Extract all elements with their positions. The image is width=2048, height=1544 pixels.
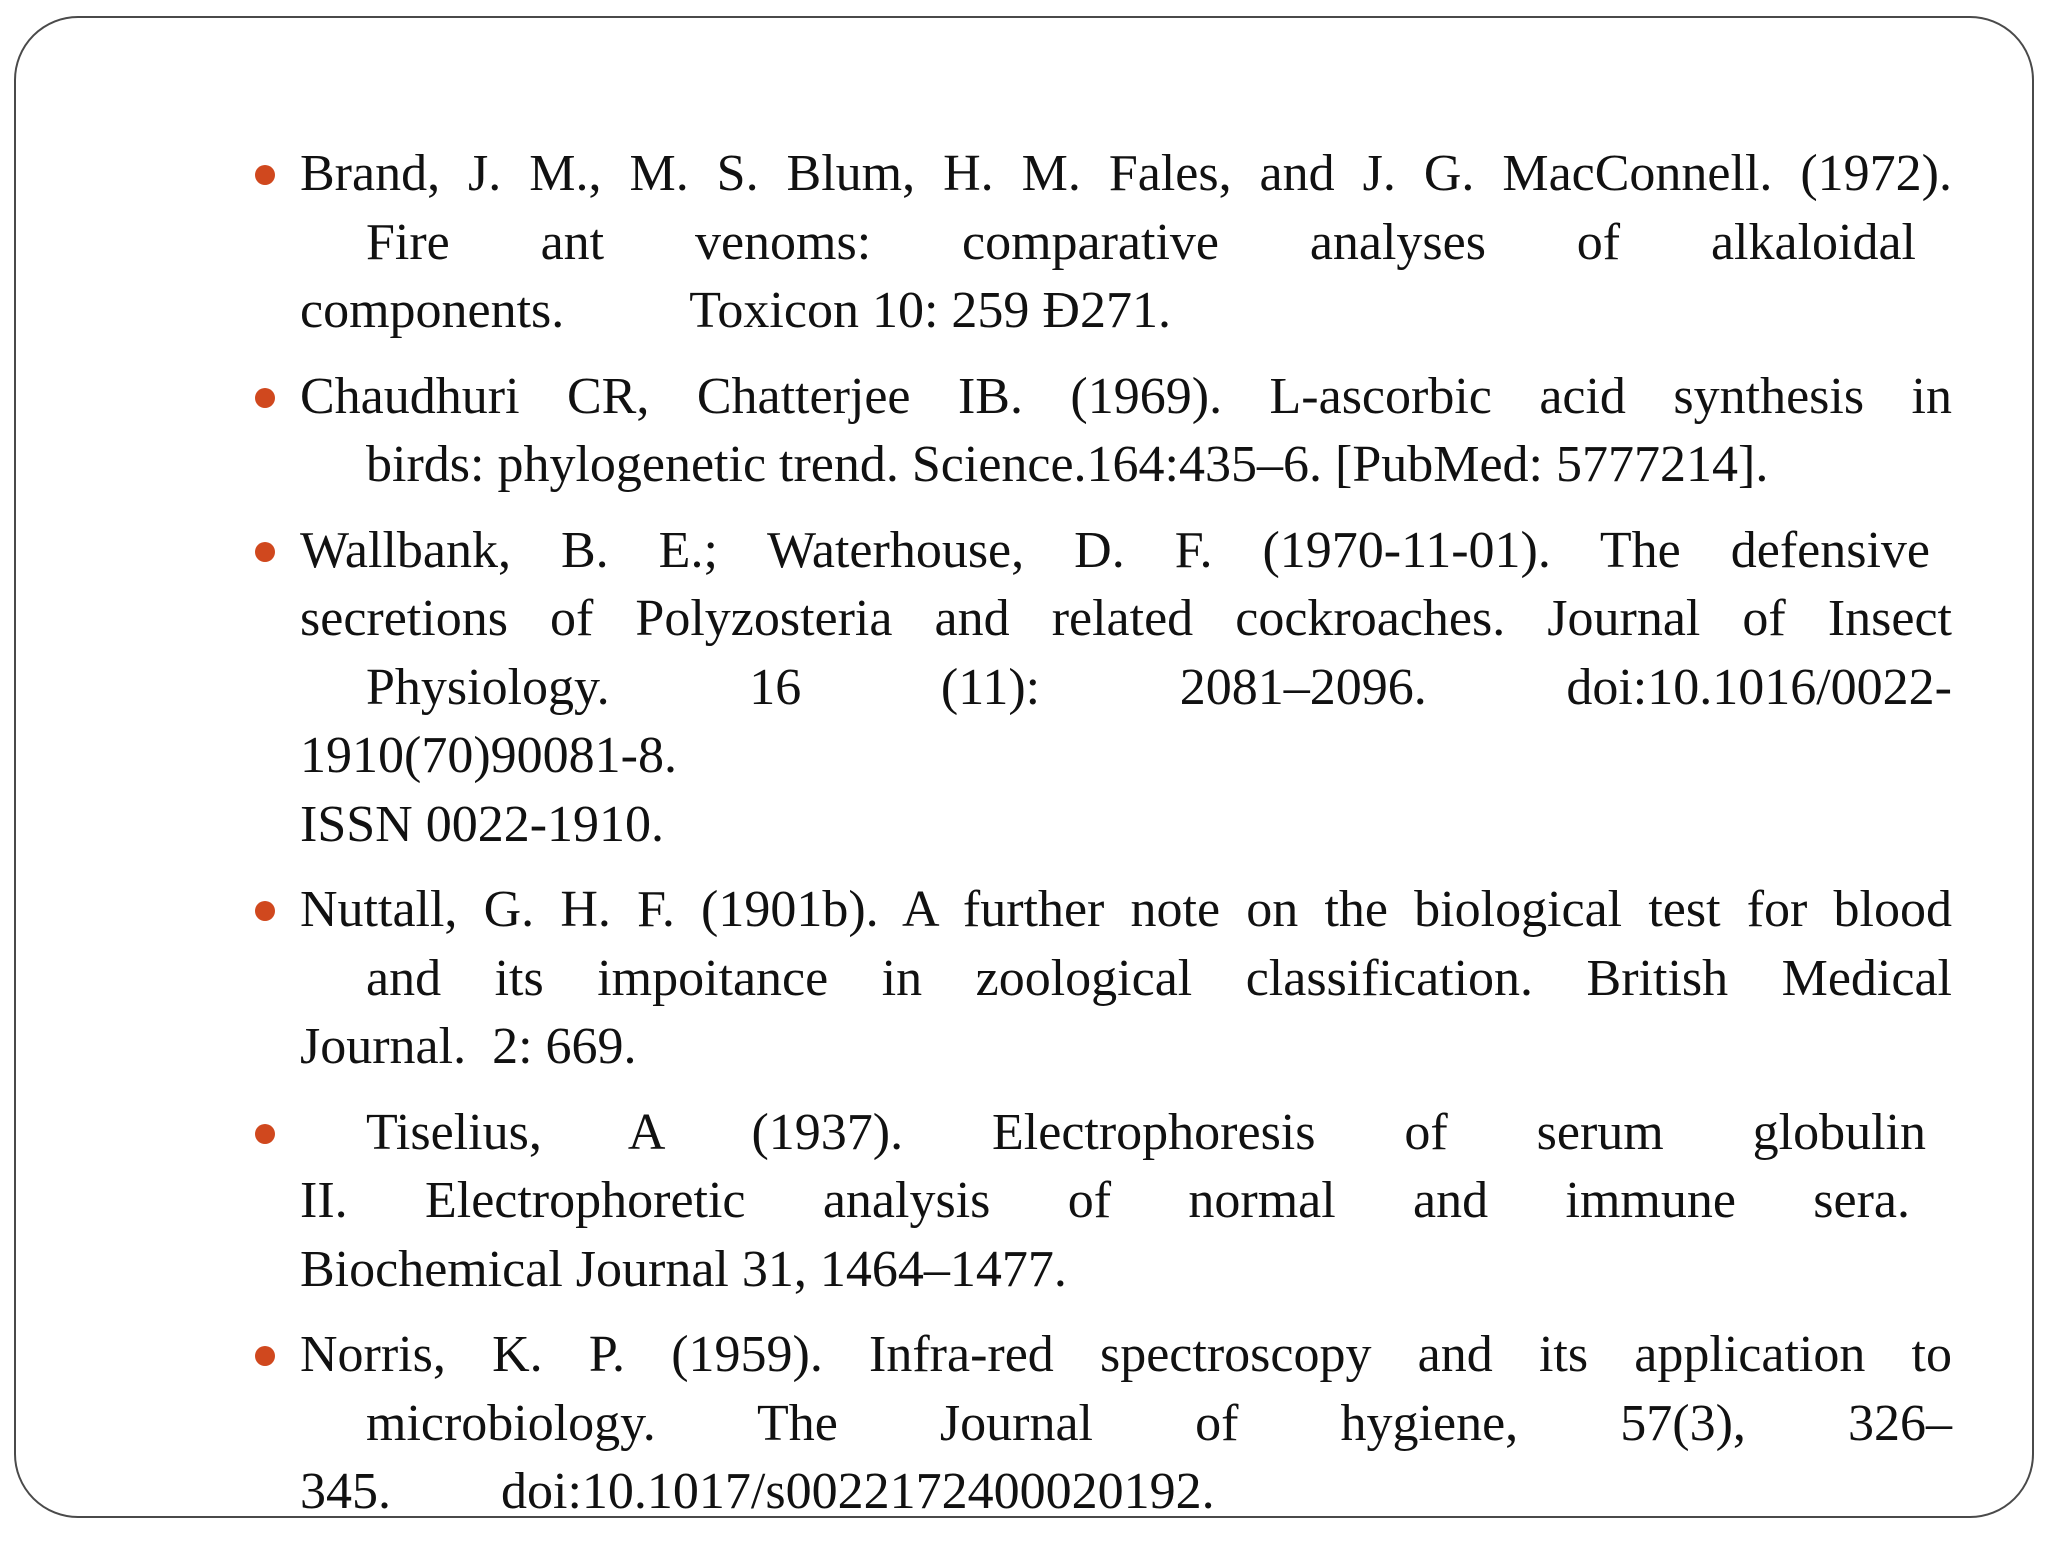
reference-line: Norris, K. P. (1959). Infra-red spectroscopy and its application to: [300, 1326, 1952, 1383]
bullet-icon: [255, 542, 275, 562]
bullet-icon: [255, 1124, 275, 1144]
reference-segment: doi:10.1017/s0022172400020192.: [501, 1463, 1215, 1520]
reference-line: birds: phylogenetic trend. Science.164:435–6. [PubMed: 5777214].: [366, 436, 1769, 493]
reference-line: and its impoitance in zoological classification. British Medical: [366, 949, 1952, 1007]
bullet-icon: [255, 388, 275, 408]
reference-item: [300, 363, 1952, 500]
slide-frame: [14, 16, 2034, 1518]
reference-item: [300, 1321, 1952, 1527]
reference-line: [300, 1458, 1952, 1527]
reference-line: microbiology. The Journal of hygiene, 57(3), 326–: [366, 1394, 1952, 1452]
reference-line: Fire ant venoms: comparative analyses of alkaloidal: [366, 213, 1916, 271]
reference-line: 1910(70)90081-8.: [300, 727, 677, 784]
reference-line: Physiology. 16 (11): 2081–2096. doi:10.1016/0022-: [366, 658, 1952, 716]
reference-line: Biochemical Journal 31, 1464–1477.: [300, 1240, 1067, 1298]
reference-segment: components.: [300, 282, 565, 339]
reference-line: Chaudhuri CR, Chatterjee IB. (1969). L-ascorbic acid synthesis in: [300, 367, 1952, 425]
reference-segment: Toxicon 10: 259 Ð271.: [689, 282, 1171, 339]
reference-list: [300, 140, 1952, 1544]
bullet-icon: [255, 1346, 275, 1366]
reference-line: Journal. 2: 669.: [300, 1018, 637, 1075]
reference-line: secretions of Polyzosteria and related cockroaches. Journal of Insect: [300, 590, 1952, 647]
reference-line: ISSN 0022-1910.: [300, 795, 665, 853]
reference-line: Brand, J. M., M. S. Blum, H. M. Fales, and J. G. MacConnell. (1972).: [300, 145, 1952, 202]
bullet-icon: [255, 901, 275, 921]
reference-line: II. Electrophoretic analysis of normal and immune sera.: [300, 1172, 1910, 1229]
reference-item: [300, 1099, 1952, 1305]
reference-line: Nuttall, G. H. F. (1901b). A further note on the biological test for blood: [300, 881, 1952, 938]
reference-item: [300, 876, 1952, 1082]
reference-line: Wallbank, B. E.; Waterhouse, D. F. (1970-11-01). The defensive: [300, 521, 1930, 579]
bullet-icon: [255, 165, 275, 185]
reference-item: [300, 517, 1952, 860]
reference-line: [300, 277, 1952, 346]
reference-item: [300, 140, 1952, 346]
reference-line: Tiselius, A (1937). Electrophoresis of serum globulin: [366, 1103, 1926, 1161]
reference-segment: 345.: [300, 1463, 391, 1520]
